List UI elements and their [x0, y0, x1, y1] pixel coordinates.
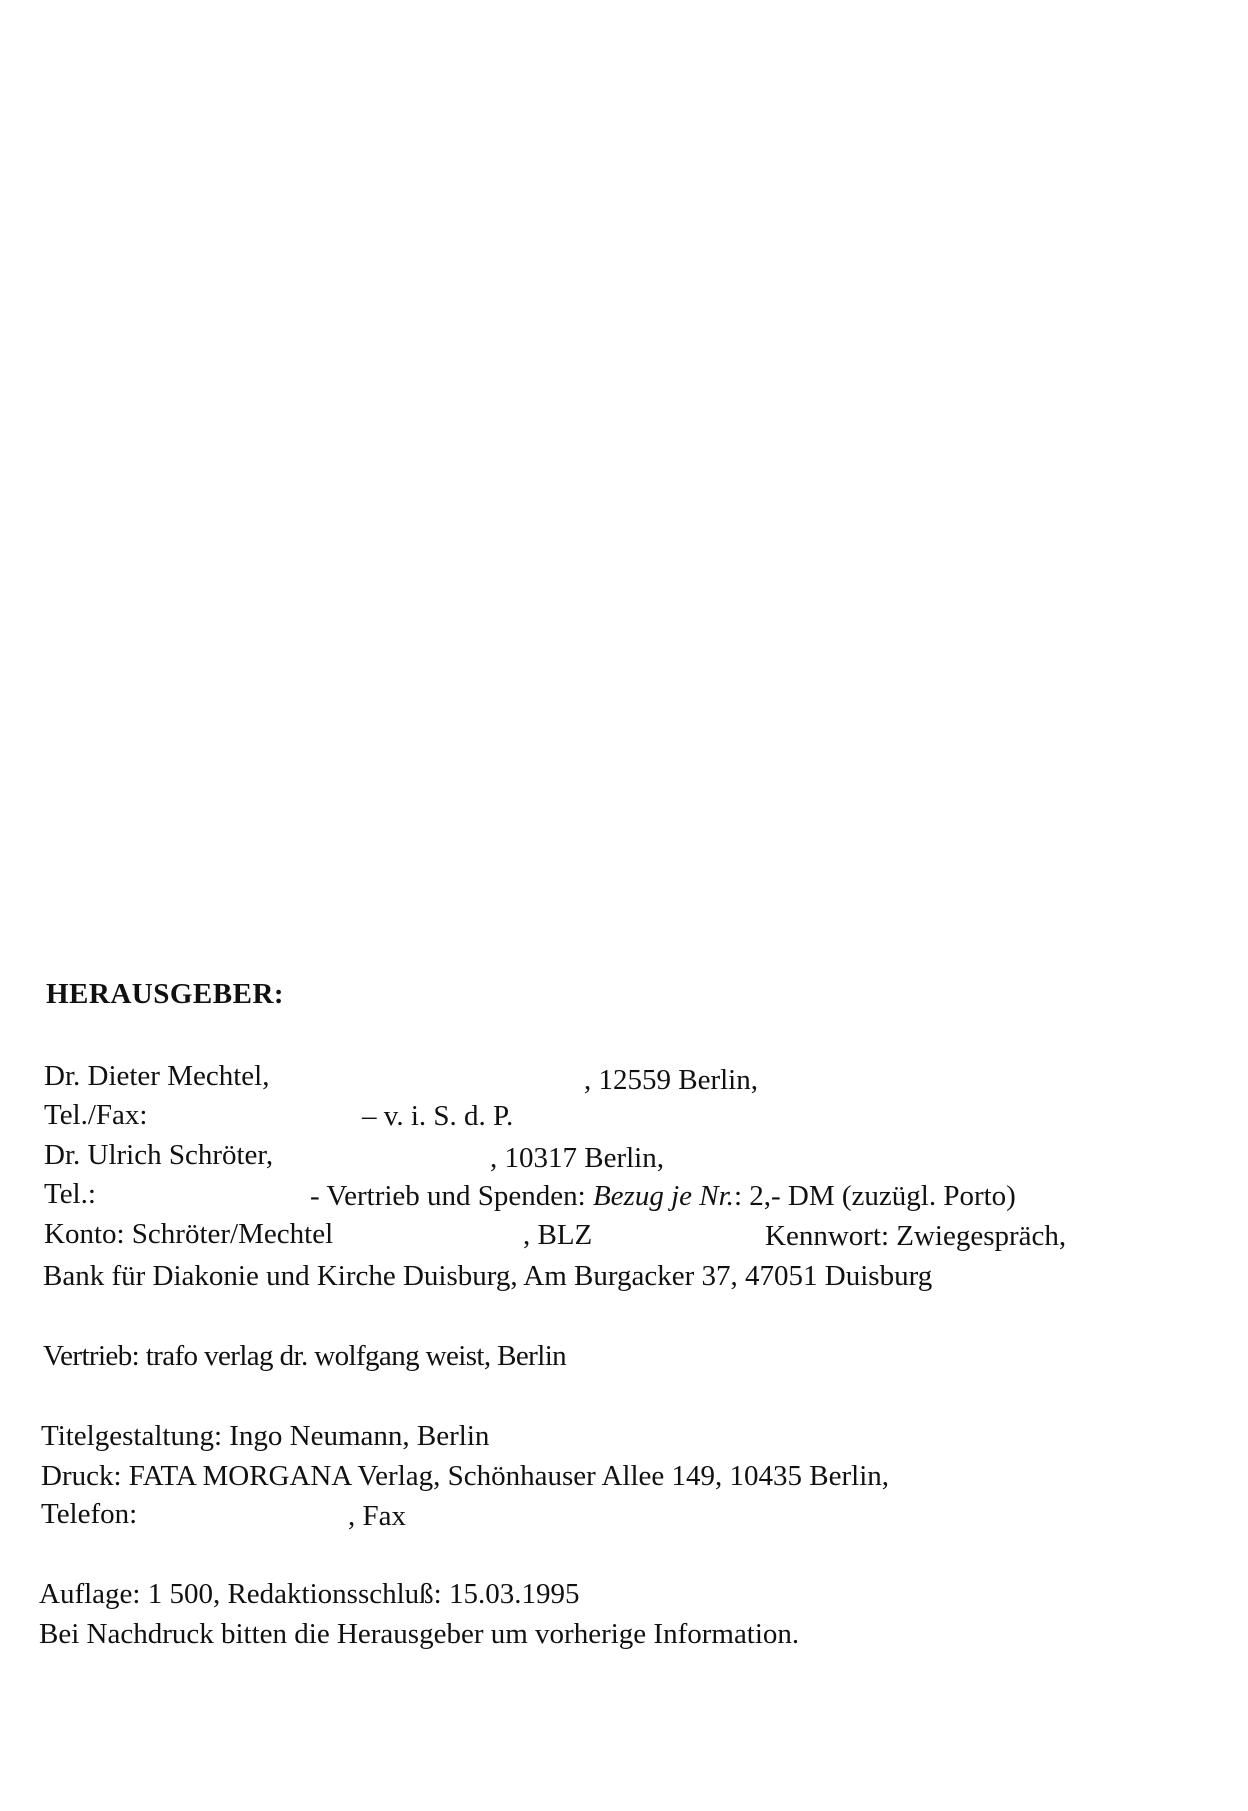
editor-line-4 — [44, 1180, 1144, 1212]
fax-label: , Fax — [348, 1500, 406, 1532]
editor-1-name: Dr. Dieter Mechtel, — [44, 1060, 270, 1092]
editor-line-2 — [44, 1101, 824, 1133]
title-design-line: Titelgestaltung: Ingo Neumann, Berlin — [41, 1420, 490, 1452]
phone-line — [41, 1500, 841, 1532]
print-line: Druck: FATA MORGANA Verlag, Schönhauser Allee 149, 10435 Berlin, — [41, 1460, 889, 1492]
editor-2-role — [310, 1182, 1016, 1211]
editor-line-3 — [44, 1141, 824, 1173]
editor-1-role: – v. i. S. d. P. — [362, 1100, 514, 1132]
keyword: Kennwort: Zwiegespräch, — [765, 1220, 1067, 1252]
editor-1-city: , 12559 Berlin, — [584, 1064, 758, 1096]
account-line — [44, 1220, 1144, 1252]
distribution-donations-text: - Vertrieb und Spenden: — [310, 1180, 593, 1212]
distribution-line: Vertrieb: trafo verlag dr. wolfgang weist, Berlin — [43, 1340, 567, 1372]
price-label: Bezug je Nr. — [592, 1180, 734, 1212]
bank-code-label: , BLZ — [523, 1219, 593, 1251]
imprint-heading: HERAUSGEBER: — [46, 978, 285, 1010]
reprint-note: Bei Nachdruck bitten die Herausgeber um vorherige Information. — [39, 1618, 800, 1650]
editor-2-tel-label: Tel.: — [44, 1178, 96, 1210]
editor-2-city: , 10317 Berlin, — [490, 1142, 664, 1174]
bank-line: Bank für Diakonie und Kirche Duisburg, Am Burgacker 37, 47051 Duisburg — [43, 1260, 933, 1292]
price-value: : 2,- DM (zuzügl. Porto) — [733, 1180, 1016, 1212]
account-holder: Konto: Schröter/Mechtel — [44, 1218, 334, 1250]
editor-2-name: Dr. Ulrich Schröter, — [44, 1139, 274, 1171]
phone-label: Telefon: — [41, 1498, 138, 1530]
edition-line: Auflage: 1 500, Redaktionsschluß: 15.03.1995 — [39, 1578, 580, 1610]
editor-line-1 — [44, 1062, 824, 1094]
editor-1-telfax-label: Tel./Fax: — [44, 1099, 148, 1131]
